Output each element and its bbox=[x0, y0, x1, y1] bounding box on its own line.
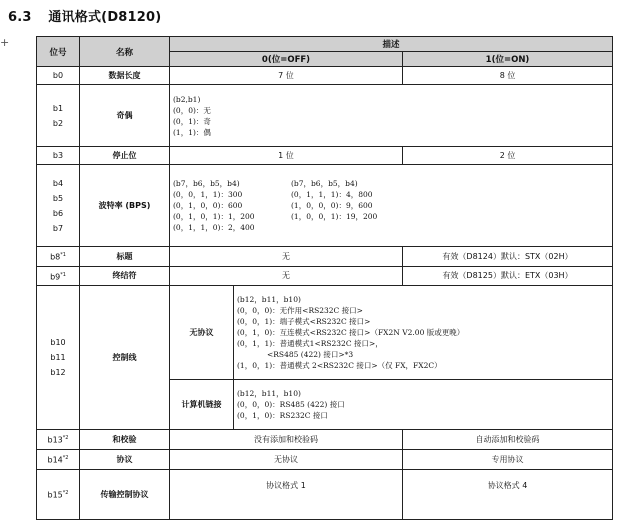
bit-b15 bbox=[37, 469, 80, 519]
row-b13 bbox=[37, 430, 613, 450]
row-b14 bbox=[37, 449, 613, 469]
desc-line: (0，0，0)：无作用<RS232C 接口> bbox=[237, 306, 363, 316]
b8-off: 无 bbox=[170, 247, 403, 267]
b9-off: 无 bbox=[170, 266, 403, 286]
header-on: 1(位=ON) bbox=[403, 52, 613, 67]
name-data-length: 数据长度 bbox=[80, 67, 170, 85]
baud-description bbox=[170, 165, 613, 247]
bits-b1-b2 bbox=[37, 85, 80, 147]
bit-b3: b3 bbox=[37, 147, 80, 165]
footnote-mark: *2 bbox=[62, 454, 69, 461]
desc-line: (0，1，0)：RS232C 接口 bbox=[237, 411, 328, 421]
b3-off: 1 位 bbox=[170, 147, 403, 165]
desc-line: <RS485 (422) 接口>*3 bbox=[267, 350, 354, 360]
computer-link-label: 计算机链接 bbox=[170, 380, 234, 430]
b0-on: 8 位 bbox=[403, 67, 613, 85]
section-heading bbox=[8, 6, 161, 25]
baud-right-line: (0，1，1，1)：4，800 bbox=[291, 190, 373, 199]
header-description: 描述 bbox=[170, 37, 613, 52]
crosshair-icon: + bbox=[0, 36, 10, 49]
footnote-mark: *2 bbox=[62, 489, 69, 496]
b14-on: 专用协议 bbox=[403, 449, 613, 469]
desc-line: (0，0，0)：RS485 (422) 接口 bbox=[237, 400, 345, 410]
desc-line: (b2,b1) bbox=[173, 94, 201, 104]
desc-line: (0，1)：奇 bbox=[173, 116, 211, 126]
bit-label: b9 bbox=[50, 272, 61, 282]
header-row bbox=[37, 37, 613, 52]
desc-line: (0，0，1)：端子模式<RS232C 接口> bbox=[237, 317, 371, 327]
bit-b8 bbox=[37, 247, 80, 267]
name-baud-rate: 波特率 (BPS) bbox=[80, 165, 170, 247]
bit-b9 bbox=[37, 266, 80, 286]
no-protocol-description bbox=[234, 286, 613, 380]
bit-label: b6 bbox=[52, 208, 64, 218]
bit-label: b4 bbox=[52, 178, 64, 188]
b9-on: 有效（D8125）默认：ETX（03H） bbox=[403, 266, 613, 286]
header-name: 名称 bbox=[80, 37, 170, 67]
b3-on: 2 位 bbox=[403, 147, 613, 165]
footnote-mark: *1 bbox=[60, 271, 66, 278]
bit-label: b13 bbox=[47, 435, 63, 445]
desc-line: (0，1，1)：普通模式1<RS232C 接口>， bbox=[237, 339, 383, 349]
row-b15 bbox=[37, 469, 613, 519]
b15-off: 协议格式 1 bbox=[170, 469, 403, 519]
baud-left-line: (0，1，0，0)：600 bbox=[173, 201, 243, 210]
row-b8 bbox=[37, 247, 613, 267]
desc-line: (b12，b11，b10) bbox=[237, 389, 301, 399]
name-checksum: 和校验 bbox=[80, 430, 170, 450]
bit-b13 bbox=[37, 430, 80, 450]
b13-on: 自动添加和校验码 bbox=[403, 430, 613, 450]
name-protocol: 协议 bbox=[80, 449, 170, 469]
bit-label: b7 bbox=[52, 223, 64, 233]
bit-label: b1 bbox=[52, 103, 64, 113]
bit-b14 bbox=[37, 449, 80, 469]
baud-right-line: (b7，b6，b5，b4) bbox=[291, 179, 358, 188]
name-transmission-control: 传输控制协议 bbox=[80, 469, 170, 519]
section-title: 通讯格式(D8120) bbox=[48, 10, 162, 25]
bit-b0: b0 bbox=[37, 67, 80, 85]
baud-left-line: (b7，b6，b5，b4) bbox=[173, 179, 240, 188]
name-stop-bit: 停止位 bbox=[80, 147, 170, 165]
row-control-line-no-protocol bbox=[37, 286, 613, 380]
row-b3 bbox=[37, 147, 613, 165]
bit-label: b10 bbox=[50, 338, 66, 348]
bit-label: b5 bbox=[52, 193, 64, 203]
desc-line: (1，1)：偶 bbox=[173, 127, 211, 137]
baud-left-line: (0，1，0，1)：1，200 bbox=[173, 212, 255, 221]
desc-line: (0，1，0)：互连模式<RS232C 接口>（FX2N V2.00 版或更晚） bbox=[237, 328, 465, 338]
footnote-mark: *1 bbox=[60, 252, 66, 258]
computer-link-description bbox=[234, 380, 613, 430]
baud-left-line: (0，0，1，1)：300 bbox=[173, 190, 243, 199]
row-baud-rate bbox=[37, 165, 613, 247]
bit-label: b14 bbox=[47, 455, 63, 465]
b14-off: 无协议 bbox=[170, 449, 403, 469]
baud-left-line: (0，1，1，0)：2，400 bbox=[173, 223, 255, 232]
desc-line: (0，0)：无 bbox=[173, 105, 211, 115]
desc-line: (1，0，1)：普通模式 2<RS232C 接口>（仅 FX，FX2C） bbox=[237, 361, 442, 371]
baud-right-line: (1，0，0，1)：19，200 bbox=[291, 212, 378, 221]
bits-b10-b12 bbox=[37, 286, 80, 430]
bits-b4-b7 bbox=[37, 165, 80, 247]
no-protocol-label: 无协议 bbox=[170, 286, 234, 380]
row-b9 bbox=[37, 266, 613, 286]
name-control-line: 控制线 bbox=[80, 286, 170, 430]
row-b0 bbox=[37, 67, 613, 85]
b8-on: 有效（D8124）默认：STX（02H） bbox=[403, 247, 613, 267]
name-parity: 奇偶 bbox=[80, 85, 170, 147]
bit-label: b15 bbox=[47, 490, 63, 500]
desc-line: (b12，b11，b10) bbox=[237, 295, 301, 305]
row-b1-b2 bbox=[37, 85, 613, 147]
section-number: 6.3 bbox=[8, 10, 32, 25]
b13-off: 没有添加和校验码 bbox=[170, 430, 403, 450]
name-header: 标题 bbox=[80, 247, 170, 267]
name-terminator: 终结符 bbox=[80, 266, 170, 286]
baud-right-line: (1，0，0，0)：9，600 bbox=[291, 201, 373, 210]
communication-format-table bbox=[36, 36, 613, 520]
bit-label: b2 bbox=[52, 118, 64, 128]
b15-on: 协议格式 4 bbox=[403, 469, 613, 519]
header-bit: 位号 bbox=[37, 37, 80, 67]
parity-description bbox=[170, 85, 613, 147]
b0-off: 7 位 bbox=[170, 67, 403, 85]
bit-label: b8 bbox=[50, 252, 61, 262]
footnote-mark: *2 bbox=[62, 435, 69, 442]
header-off: 0(位=OFF) bbox=[170, 52, 403, 67]
bit-label: b12 bbox=[50, 368, 66, 378]
bit-label: b11 bbox=[50, 353, 66, 363]
